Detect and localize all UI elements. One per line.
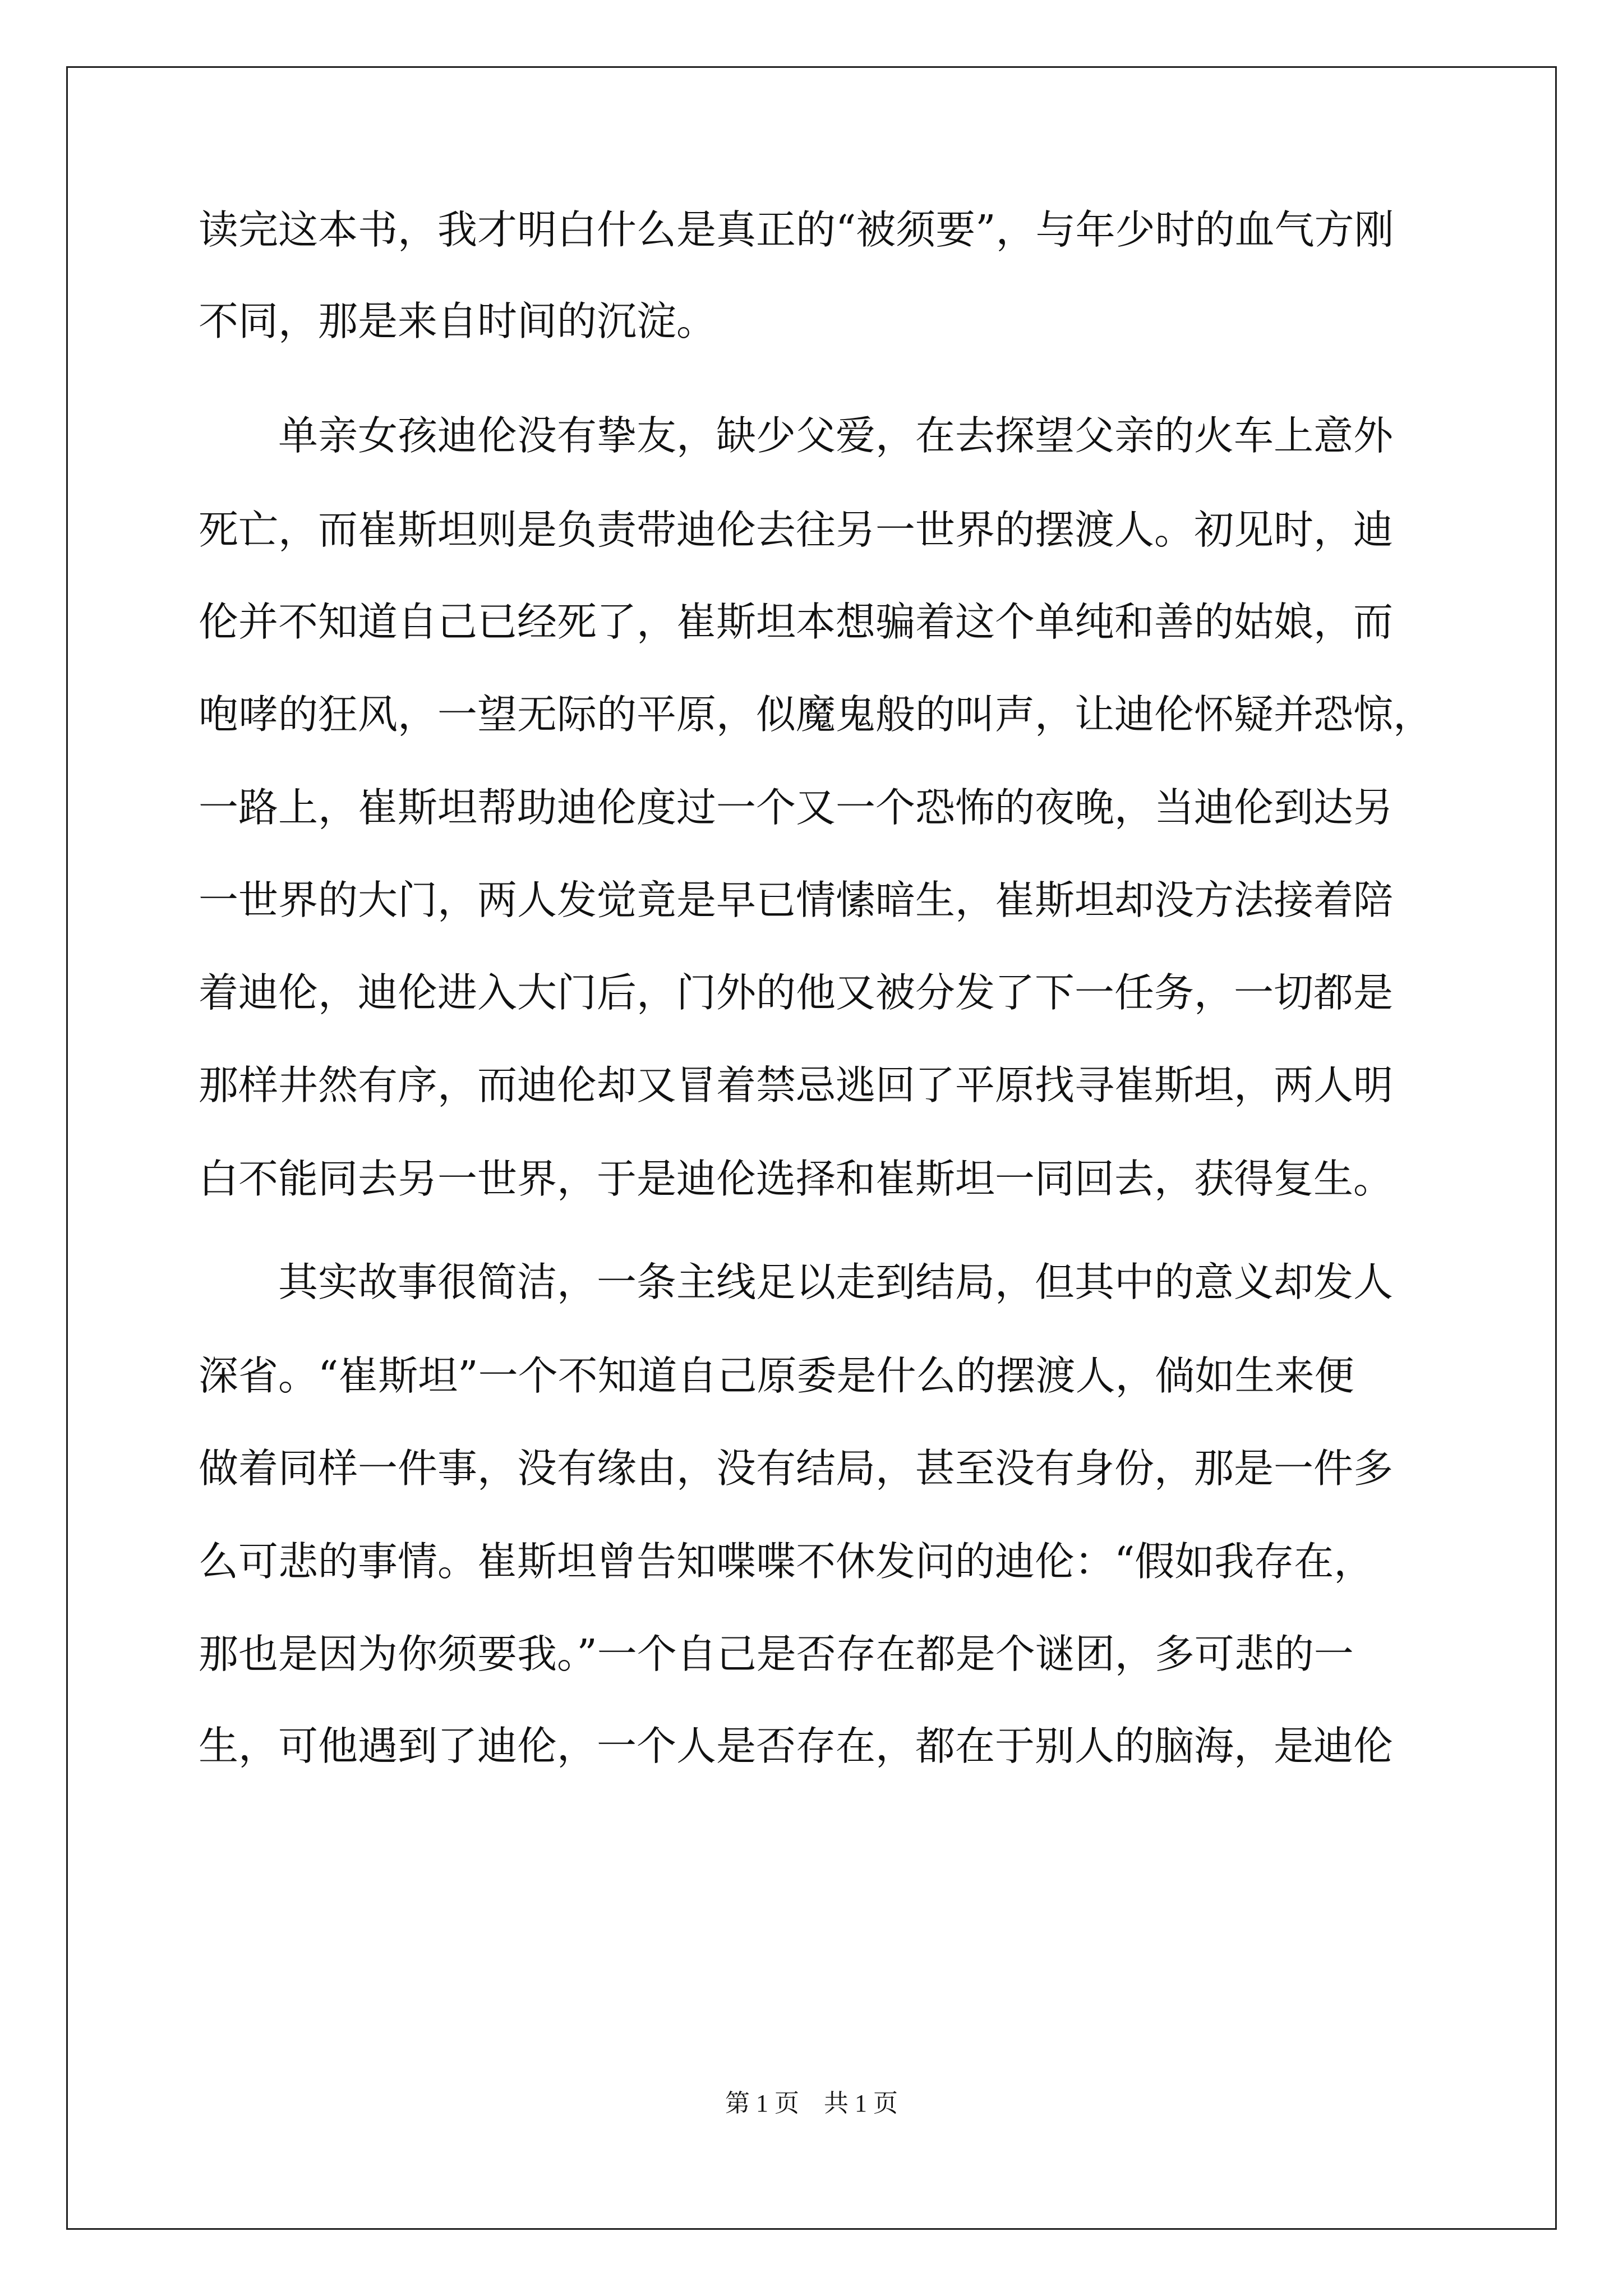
- text-line: 那也是因为你须要我。”一个自己是否存在都是个谜团，多可悲的一: [199, 1631, 1354, 1677]
- text-line: 生，可他遇到了迪伦，一个人是否存在，都在于别人的脑海，是迪伦: [199, 1723, 1394, 1769]
- text-line: 死亡，而崔斯坦则是负责带迪伦去往另一世界的摆渡人。初见时，迪: [199, 507, 1394, 553]
- page-border: [66, 66, 1557, 2230]
- text-line: 伦并不知道自己已经死了，崔斯坦本想骗着这个单纯和善的姑娘，而: [199, 599, 1394, 645]
- text-line: 着迪伦，迪伦进入大门后，门外的他又被分发了下一任务，一切都是: [199, 969, 1394, 1016]
- text-line: 一世界的大门，两人发觉竟是早已情愫暗生，崔斯坦却没方法接着陪: [199, 877, 1394, 923]
- text-line: 白不能同去另一世界，于是迪伦选择和崔斯坦一同回去，获得复生。: [199, 1156, 1394, 1202]
- text-line: 那样井然有序，而迪伦却又冒着禁忌逃回了平原找寻崔斯坦，两人明: [199, 1062, 1394, 1108]
- page-number: 第 1 页 共 1 页: [725, 2090, 898, 2117]
- text-line: 么可悲的事情。崔斯坦曾告知喋喋不休发问的迪伦：“假如我存在，: [199, 1538, 1374, 1585]
- text-line: 做着同样一件事，没有缘由，没有结局，甚至没有身份，那是一件多: [199, 1445, 1394, 1492]
- text-line: 深省。“崔斯坦”一个不知道自己原委是什么的摆渡人，倘如生来便: [199, 1352, 1354, 1399]
- text-line: 读完这本书，我才明白什么是真正的“被须要”，与年少时的血气方刚: [199, 206, 1394, 253]
- text-line: 咆哮的狂风，一望无际的平原，似魔鬼般的叫声，让迪伦怀疑并恐惊，: [199, 691, 1433, 738]
- text-line: 其实故事很简洁，一条主线足以走到结局，但其中的意义却发人: [199, 1259, 1394, 1305]
- text-line: 单亲女孩迪伦没有挚友，缺少父爱，在去探望父亲的火车上意外: [199, 412, 1394, 459]
- text-line: 不同，那是来自时间的沉淀。: [199, 298, 717, 344]
- text-line: 一路上，崔斯坦帮助迪伦度过一个又一个恐怖的夜晚，当迪伦到达另: [199, 784, 1394, 831]
